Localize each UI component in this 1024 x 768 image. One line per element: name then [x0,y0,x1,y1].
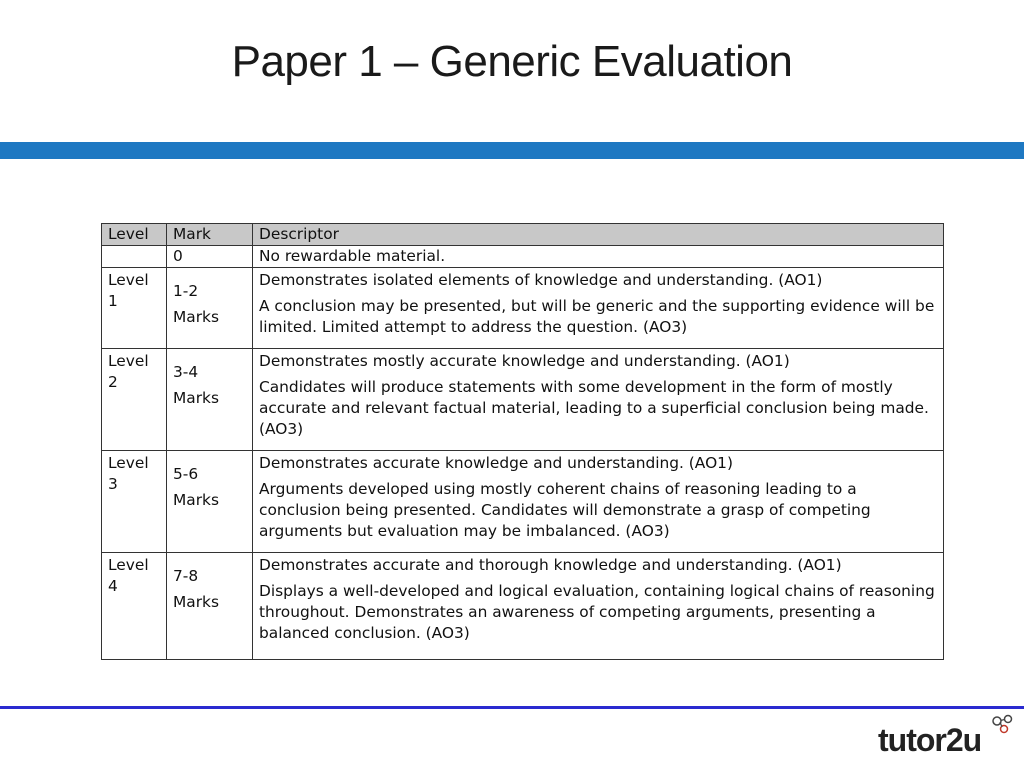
descriptor-ao1: Demonstrates isolated elements of knowledge and understanding. (AO1) [259,271,823,289]
descriptor-ao3: A conclusion may be presented, but will be generic and the supporting evidence will be limited. Limited attempt to address the question. (AO3) [259,297,935,336]
table-row-level-2 [102,349,944,451]
descriptor-ao3: Arguments developed using mostly coherent chains of reasoning leading to a conclusion being presented. Candidates will demonstrate a grasp of competing arguments but evaluation may be imbalanced. (AO3) [259,480,871,540]
logo-molecule-icon [988,713,1018,735]
mark-scheme-table [101,223,944,660]
level-cell: Level 3 [102,451,167,553]
descriptor-ao3: Candidates will produce statements with some development in the form of mostly accurate and relevant factual material, leading to a superficial conclusion being made. (AO3) [259,378,929,438]
mark-cell: 0 [167,246,253,268]
footer-divider [0,706,1024,709]
table-header-row [102,224,944,246]
descriptor-ao1: Demonstrates accurate knowledge and understanding. (AO1) [259,454,733,472]
level-cell: Level 1 [102,268,167,349]
header-level: Level [102,224,167,246]
descriptor-cell: No rewardable material. [253,246,944,268]
mark-cell: 1-2 Marks [167,268,253,349]
level-cell: Level 4 [102,553,167,660]
descriptor-ao1: Demonstrates accurate and thorough knowledge and understanding. (AO1) [259,556,842,574]
descriptor-cell [253,451,944,553]
mark-cell: 7-8 Marks [167,553,253,660]
descriptor-cell [253,268,944,349]
table-row-level-4 [102,553,944,660]
level-cell: Level 2 [102,349,167,451]
header-mark: Mark [167,224,253,246]
mark-cell: 5-6 Marks [167,451,253,553]
descriptor-ao1: Demonstrates mostly accurate knowledge and understanding. (AO1) [259,352,790,370]
table-row-level-1 [102,268,944,349]
level-cell-empty [102,246,167,268]
mark-cell: 3-4 Marks [167,349,253,451]
table-row-zero [102,246,944,268]
descriptor-cell [253,349,944,451]
table-row-level-3 [102,451,944,553]
title-accent-bar [0,142,1024,159]
descriptor-ao3: Displays a well-developed and logical evaluation, containing logical chains of reasoning throughout. Demonstrates an awareness of competing arguments, presenting a balanced conclusion. (AO3) [259,582,935,642]
descriptor-cell [253,553,944,660]
slide-title: Paper 1 – Generic Evaluation [231,37,793,86]
tutor2u-logo: tutor2u [878,722,982,758]
header-descriptor: Descriptor [253,224,944,246]
